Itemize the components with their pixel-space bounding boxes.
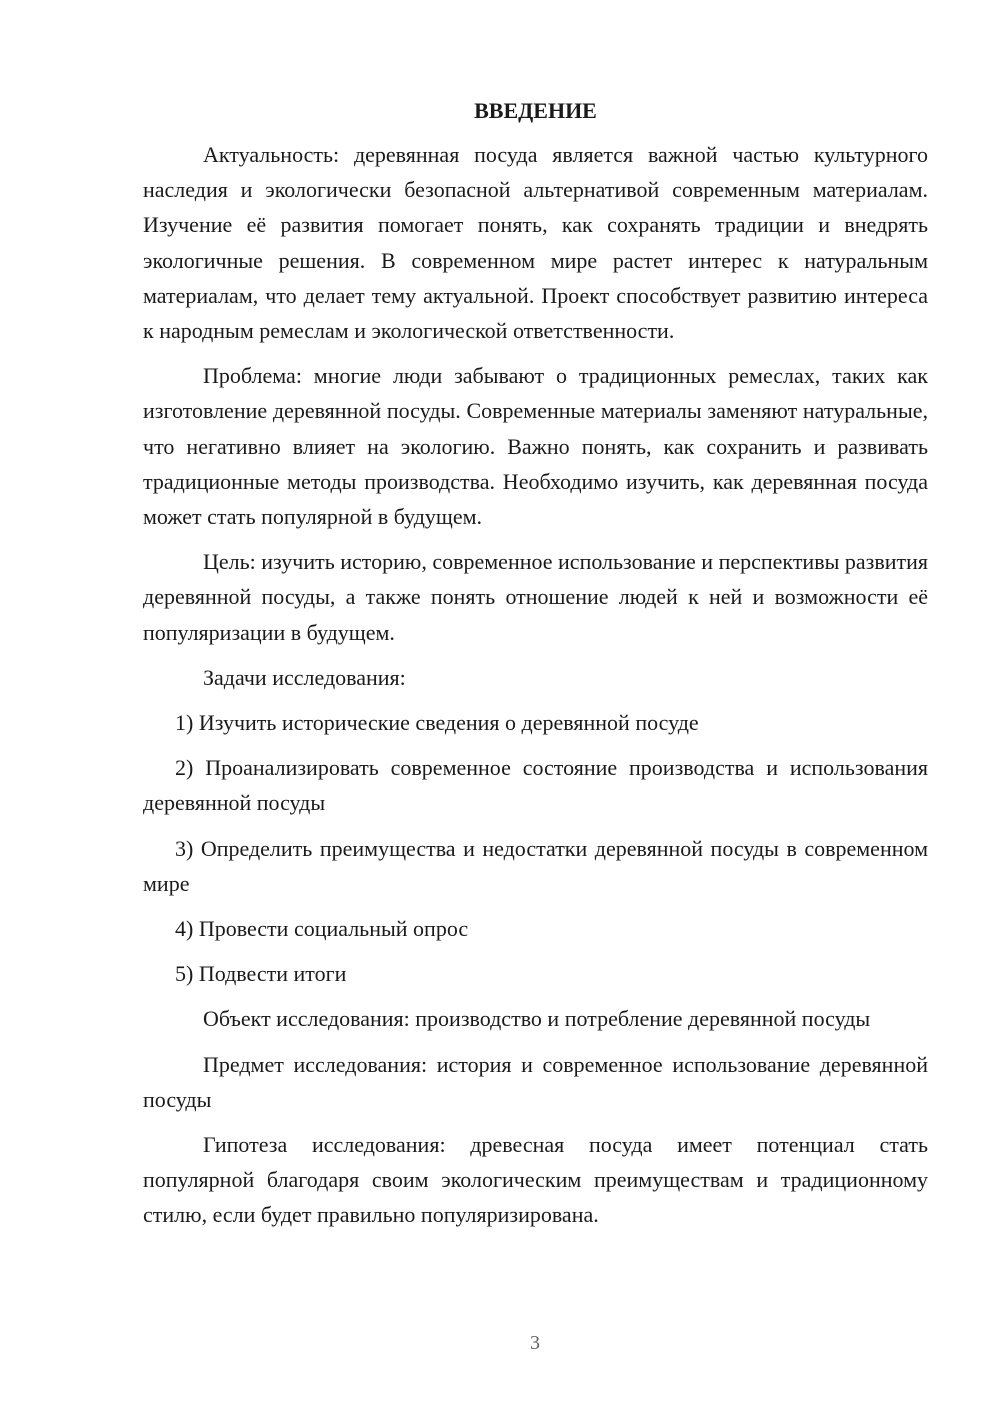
paragraph-subject: Предмет исследования: история и современное использование деревянной посуды — [143, 1051, 928, 1112]
task-item-5: 5) Подвести итоги — [175, 961, 347, 987]
tasks-heading: Задачи исследования: — [203, 664, 406, 690]
section-title: ВВЕДЕНИЕ — [474, 98, 597, 123]
task-item-1: 1) Изучить исторические сведения о деревянной посуде — [175, 710, 699, 736]
page-number: 3 — [530, 1332, 540, 1354]
task-item-3: 3) Определить преимущества и недостатки деревянной посуды в современном мире — [143, 835, 928, 896]
paragraph-problem: Проблема: многие люди забывают о традиционных ремеслах, таких как изготовление деревянной посуды. Современные материалы заменяют натуральные, что негативно влияет на экологию. Важно понять, как сохранить и развивать традиционные методы производства. Необходимо изучить, как деревянная посуда может стать популярной в будущем. — [143, 363, 928, 530]
task-item-4: 4) Провести социальный опрос — [175, 916, 469, 942]
paragraph-hypothesis: Гипотеза исследования: древесная посуда имеет потенциал стать популярной благодаря своим экологическим преимуществам и традиционному стилю, если будет правильно популяризирована. — [143, 1132, 928, 1228]
paragraph-object: Объект исследования: производство и потребление деревянной посуды — [203, 1006, 871, 1032]
task-item-2: 2) Проанализировать современное состояние производства и использования деревянной посуды — [143, 755, 928, 816]
paragraph-relevance: Актуальность: деревянная посуда является важной частью культурного наследия и экологически безопасной альтернативой современным материалам. Изучение её развития помогает понять, как сохранять традиции и внедрять экологичные решения. В современном мире растет интерес к натуральным материалам, что делает тему актуальной. Проект способствует развитию интереса к народным ремеслам и экологической ответственности. — [143, 142, 928, 344]
paragraph-goal: Цель: изучить историю, современное использование и перспективы развития деревянной посуды, а также понять отношение людей к ней и возможности её популяризации в будущем. — [143, 549, 928, 645]
page-content — [143, 95, 928, 1243]
